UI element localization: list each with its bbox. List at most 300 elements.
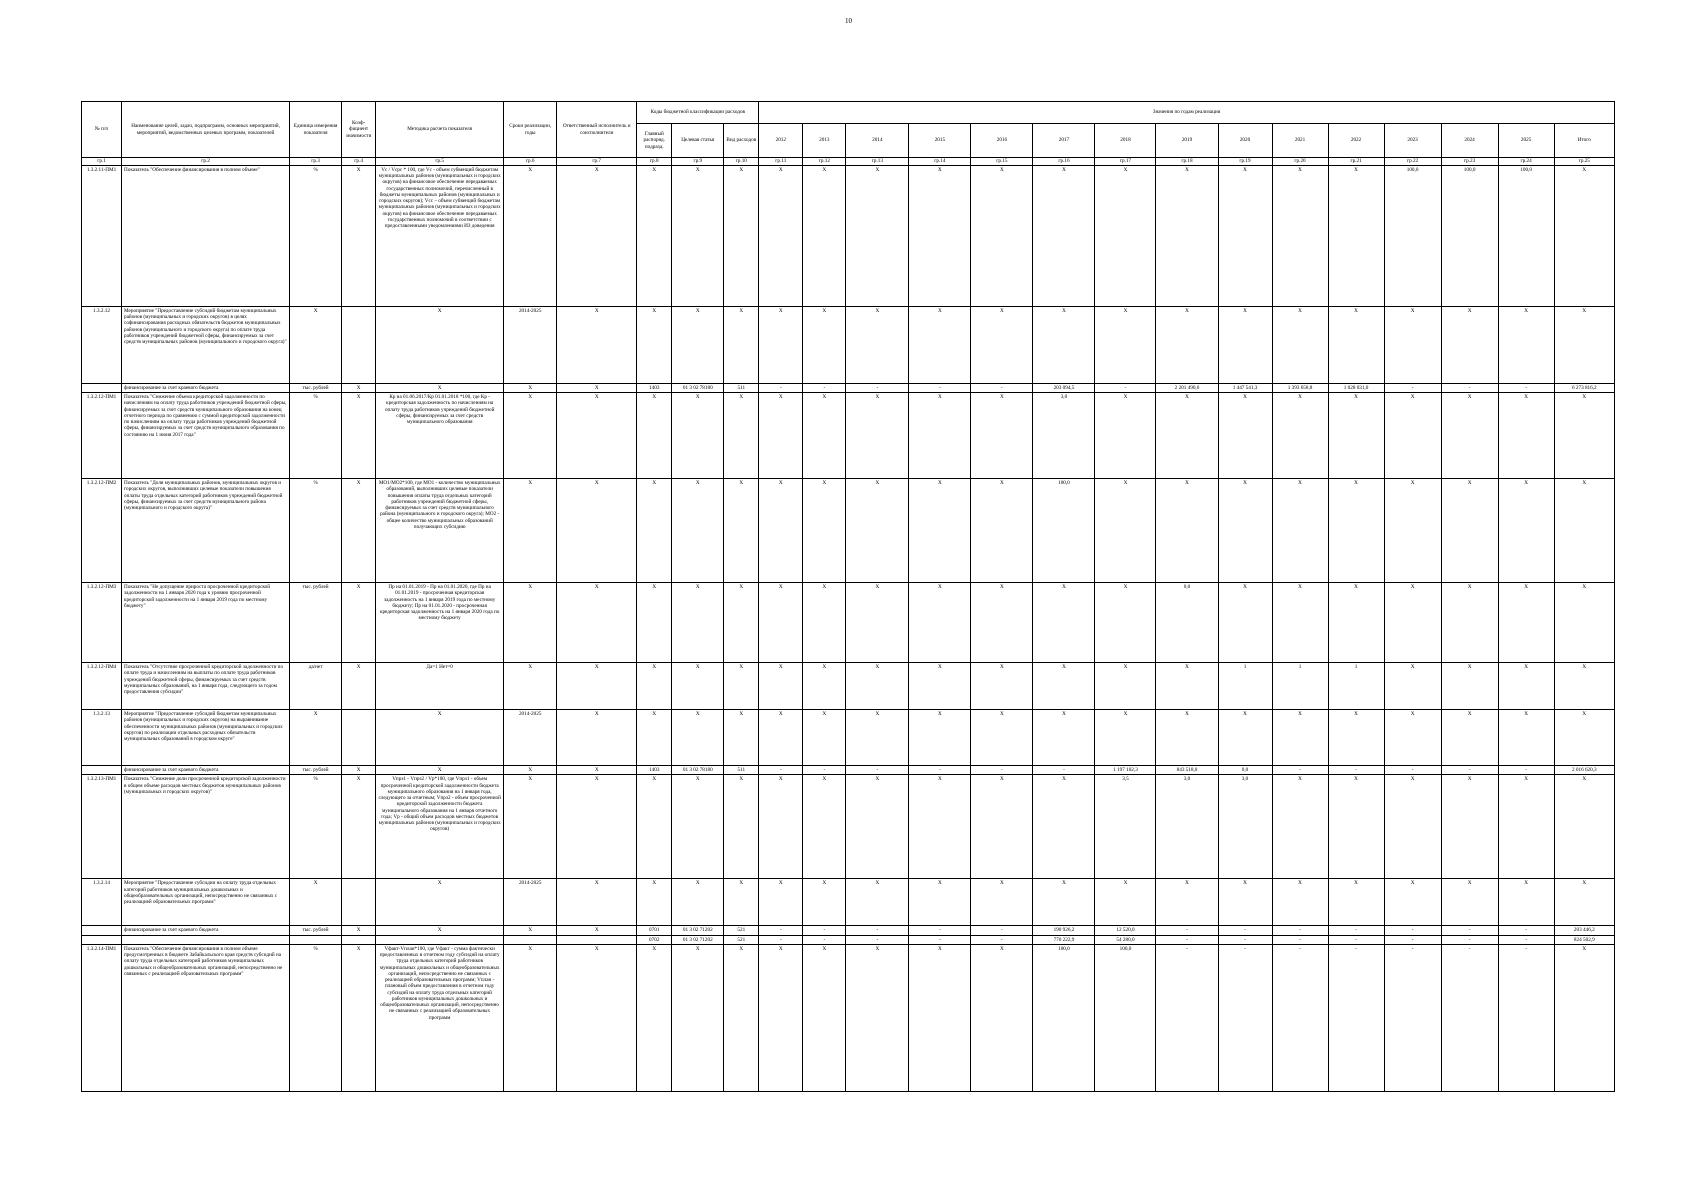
table-cell xyxy=(342,879,376,926)
column-number: гр.18 xyxy=(1156,158,1218,166)
header-num: № п/п xyxy=(82,102,122,158)
table-cell: X xyxy=(557,307,637,384)
row-name-cell xyxy=(122,935,290,944)
table-cell: X xyxy=(724,393,759,479)
table-cell: - xyxy=(971,766,1033,775)
table-cell: X xyxy=(1218,479,1272,583)
table-cell: X xyxy=(637,775,672,879)
table-cell: X xyxy=(1554,663,1614,710)
table-cell: X xyxy=(909,166,971,307)
table-cell: 12 520,0 xyxy=(1095,926,1156,935)
table-cell: X xyxy=(1033,663,1095,710)
table-cell: X xyxy=(504,166,557,307)
table-cell: X xyxy=(1033,710,1095,766)
table-cell: X xyxy=(504,384,557,393)
header-year: 2014 xyxy=(846,124,909,158)
table-cell: X xyxy=(759,393,803,479)
table-cell: X xyxy=(637,307,672,384)
table-cell: X xyxy=(672,393,724,479)
table-cell: X xyxy=(1384,479,1441,583)
table-cell: X xyxy=(1156,663,1218,710)
table-cell: X xyxy=(846,775,909,879)
table-cell: X xyxy=(759,307,803,384)
table-cell: X xyxy=(342,384,376,393)
row-number-cell: 1.3.2.11-ПМ1 xyxy=(82,166,122,307)
table-cell: 0701 xyxy=(637,926,672,935)
column-number: гр.17 xyxy=(1095,158,1156,166)
table-cell: 0,0 xyxy=(1156,583,1218,663)
table-cell: 0,0 xyxy=(1218,766,1272,775)
header-year: 2015 xyxy=(909,124,971,158)
table-cell: - xyxy=(803,384,846,393)
table-cell: X xyxy=(1554,775,1614,879)
row-name-cell: Показатель "Не допущение прироста просроченной кредиторской задолженности на 1 января 2020 года к уровню просроченной кредиторской задолженности на 1 января 2019 года по местному бюджету" xyxy=(122,583,290,663)
table-cell: - xyxy=(1328,926,1384,935)
table-cell: X xyxy=(759,944,803,1091)
row-number-cell xyxy=(82,384,122,393)
table-cell: X xyxy=(971,710,1033,766)
table-cell: X xyxy=(1328,479,1384,583)
table-cell: X xyxy=(1498,583,1554,663)
table-cell: - xyxy=(1272,926,1328,935)
row-number-cell: 1.3.2.12-ПМ4 xyxy=(82,663,122,710)
table-cell: 100,0 xyxy=(1095,944,1156,1091)
table-cell: X xyxy=(1095,663,1156,710)
row-number-cell xyxy=(82,926,122,935)
table-cell: X xyxy=(1384,393,1441,479)
table-cell: - xyxy=(1384,935,1441,944)
table-cell: тыс. рублей xyxy=(290,926,342,935)
table-cell: X xyxy=(803,479,846,583)
table-cell: X xyxy=(909,944,971,1091)
table-cell: X xyxy=(1441,775,1498,879)
table-cell xyxy=(290,935,342,944)
column-number: гр.6 xyxy=(504,158,557,166)
table-row xyxy=(82,479,1615,583)
column-number-row xyxy=(82,158,1615,166)
table-cell: Vпрз1 - Vпрз2 / Vр*100, где Vпрз1 - объем просроченной кредиторской задолженности бюджета муниципального образования на 1 января года, следующего за отчетным; Vпрз2 - объем просроченной кредиторской задолженности бюджета муниципального образования на 1 января отчетного года; Vр - общий объем расходов местных бюджетов муниципальных районов (муниципальных и городских округов) xyxy=(376,775,504,879)
table-cell: X xyxy=(759,775,803,879)
table-cell: X xyxy=(1498,879,1554,926)
table-cell: X xyxy=(1156,479,1218,583)
table-cell: - xyxy=(971,384,1033,393)
table-cell: X xyxy=(1218,166,1272,307)
table-cell: 01 3 02 78180 xyxy=(672,384,724,393)
table-cell: X xyxy=(846,663,909,710)
table-cell: X xyxy=(376,766,504,775)
table-cell: 2 201 490,6 xyxy=(1156,384,1218,393)
table-cell: X xyxy=(1554,479,1614,583)
table-cell: % xyxy=(290,479,342,583)
table-cell: X xyxy=(803,663,846,710)
table-cell: X xyxy=(846,166,909,307)
table-cell: - xyxy=(1218,926,1272,935)
table-cell: % xyxy=(290,393,342,479)
table-cell: X xyxy=(724,663,759,710)
table-cell: X xyxy=(1156,393,1218,479)
table-cell: да/нет xyxy=(290,663,342,710)
table-cell: X xyxy=(637,479,672,583)
header-year: 2021 xyxy=(1272,124,1328,158)
table-cell: 100,0 xyxy=(1384,166,1441,307)
table-cell: X xyxy=(1156,879,1218,926)
table-cell: X xyxy=(971,583,1033,663)
table-cell: X xyxy=(672,944,724,1091)
table-row xyxy=(82,775,1615,879)
table-cell: X xyxy=(1218,879,1272,926)
table-row xyxy=(82,879,1615,926)
table-cell: 1403 xyxy=(637,384,672,393)
column-number: гр.2 xyxy=(122,158,290,166)
table-cell: 843 518,0 xyxy=(1156,766,1218,775)
table-cell xyxy=(504,935,557,944)
page-number: 10 xyxy=(845,17,852,25)
table-cell: X xyxy=(672,879,724,926)
table-cell: X xyxy=(376,384,504,393)
table-cell: % xyxy=(290,166,342,307)
table-cell: X xyxy=(1272,479,1328,583)
table-cell xyxy=(376,935,504,944)
table-cell: X xyxy=(1384,710,1441,766)
table-cell: X xyxy=(342,393,376,479)
table-cell: X xyxy=(803,393,846,479)
table-cell: 1403 xyxy=(637,766,672,775)
table-cell: Vфакт-Vплан*100, где Vфакт - сумма фактически предоставленных в отчетном году субсидий на оплату труда отдельных категорий работников муниципальных дошкольных и общеобразовательных организаций, непосредственно не связанных с реализацией образовательных программ; Vплан - плановый объем предоставления в отчетном году субсидий на оплату труда отдельных категорий работников муниципальных дошкольных и общеобразовательных организаций, непосредственно не связанных с реализацией образовательных программ xyxy=(376,944,504,1091)
table-cell: X xyxy=(290,879,342,926)
table-cell: X xyxy=(1328,307,1384,384)
table-cell: - xyxy=(1384,926,1441,935)
table-cell: 3,5 xyxy=(1095,775,1156,879)
table-row xyxy=(82,393,1615,479)
table-cell: 0702 xyxy=(637,935,672,944)
row-name-cell: финансирование за счет краевого бюджета xyxy=(122,926,290,935)
table-cell: X xyxy=(504,926,557,935)
table-cell: - xyxy=(1384,384,1441,393)
table-cell: X xyxy=(1272,583,1328,663)
table-cell: X xyxy=(1095,393,1156,479)
table-cell: X xyxy=(1095,583,1156,663)
table-cell: X xyxy=(376,307,504,384)
table-cell: X xyxy=(971,393,1033,479)
table-cell: X xyxy=(1328,166,1384,307)
table-cell: X xyxy=(1498,393,1554,479)
table-row xyxy=(82,583,1615,663)
column-number: гр.16 xyxy=(1033,158,1095,166)
row-number-cell: 1.3.2.12-ПМ1 xyxy=(82,393,122,479)
table-cell: X xyxy=(1218,583,1272,663)
table-cell: 54 280,0 xyxy=(1095,935,1156,944)
header-year: 2016 xyxy=(971,124,1033,158)
column-number: гр.7 xyxy=(557,158,637,166)
table-cell: - xyxy=(971,935,1033,944)
table-cell: X xyxy=(971,479,1033,583)
table-cell: X xyxy=(1441,663,1498,710)
row-number-cell: 1.3.2.13-ПМ1 xyxy=(82,775,122,879)
table-cell: 100,0 xyxy=(1498,166,1554,307)
table-cell: X xyxy=(557,775,637,879)
table-cell: X xyxy=(1033,879,1095,926)
table-cell: - xyxy=(846,926,909,935)
table-cell: X xyxy=(557,879,637,926)
table-cell: 521 xyxy=(724,926,759,935)
table-cell: X xyxy=(504,766,557,775)
table-cell: X xyxy=(342,926,376,935)
table-cell: X xyxy=(557,926,637,935)
table-cell: X xyxy=(1498,307,1554,384)
table-cell: X xyxy=(759,879,803,926)
table-cell: - xyxy=(1498,944,1554,1091)
row-name-cell: финансирование за счет краевого бюджета xyxy=(122,384,290,393)
table-cell: X xyxy=(1328,710,1384,766)
table-cell: X xyxy=(1384,775,1441,879)
table-cell: X xyxy=(1441,393,1498,479)
header-year: 2019 xyxy=(1156,124,1218,158)
table-cell: X xyxy=(724,479,759,583)
table-cell: X xyxy=(637,583,672,663)
header-name: Наименование целей, задач, подпрограмм, основных мероприятий, мероприятий, ведомственных целевых программ, показателей xyxy=(122,102,290,158)
table-cell: X xyxy=(1218,307,1272,384)
table-cell: X xyxy=(1384,879,1441,926)
header-kbk: Коды бюджетной классификации расходов xyxy=(637,102,759,124)
table-cell: 521 xyxy=(724,935,759,944)
table-cell: X xyxy=(909,879,971,926)
table-cell: Vc / Vсрс * 100, где Vc - объем субвенций бюджетам муниципальных районов (муниципальных и городских округов) на финансовое обеспечение передаваемых государственных полномочий, перечисленный в бюджеты муниципальных районов (муниципальных и городских округов); Vсс – объем субвенций бюджетам муниципальных районов (муниципальных и городских округов) на финансовое обеспечение передаваемых государственных полномочий в соответствии с предоставленными уведомлениями ИЗ доведения xyxy=(376,166,504,307)
table-cell: X xyxy=(504,583,557,663)
table-cell: X xyxy=(1554,166,1614,307)
table-cell: - xyxy=(1272,944,1328,1091)
table-cell: X xyxy=(1441,710,1498,766)
column-number: гр.19 xyxy=(1218,158,1272,166)
table-cell: X xyxy=(1441,307,1498,384)
table-cell: X xyxy=(724,583,759,663)
table-cell: X xyxy=(1095,479,1156,583)
table-cell: % xyxy=(290,944,342,1091)
table-cell: - xyxy=(1328,944,1384,1091)
table-cell: X xyxy=(803,879,846,926)
table-cell xyxy=(557,935,637,944)
column-number: гр.1 xyxy=(82,158,122,166)
column-number: гр.24 xyxy=(1498,158,1554,166)
table-cell: X xyxy=(342,775,376,879)
table-cell: тыс. рублей xyxy=(290,583,342,663)
table-cell: тыс. рублей xyxy=(290,766,342,775)
header-kbk-type: Вид расходов xyxy=(724,124,759,158)
table-cell: X xyxy=(1218,393,1272,479)
table-cell: X xyxy=(1156,166,1218,307)
table-row xyxy=(82,935,1615,944)
header-kbk-target: Целевая статья xyxy=(672,124,724,158)
table-cell: X xyxy=(971,166,1033,307)
table-cell: X xyxy=(557,384,637,393)
table-cell: X xyxy=(376,926,504,935)
column-number: гр.5 xyxy=(376,158,504,166)
row-number-cell: 1.3.2.13 xyxy=(82,710,122,766)
table-row xyxy=(82,944,1615,1091)
table-cell: X xyxy=(759,166,803,307)
table-cell: X xyxy=(1554,393,1614,479)
column-number: гр.15 xyxy=(971,158,1033,166)
table-cell: 01 3 02 78180 xyxy=(672,766,724,775)
table-cell: 2014-2025 xyxy=(504,710,557,766)
row-number-cell xyxy=(82,766,122,775)
table-cell: X xyxy=(672,166,724,307)
table-cell: X xyxy=(909,393,971,479)
table-cell: 1 028 031,0 xyxy=(1328,384,1384,393)
table-cell: X xyxy=(504,663,557,710)
table-cell: X xyxy=(1272,710,1328,766)
table-cell: - xyxy=(1498,926,1554,935)
column-number: гр.20 xyxy=(1272,158,1328,166)
table-cell: X xyxy=(759,479,803,583)
column-number: гр.4 xyxy=(342,158,376,166)
table-cell: - xyxy=(803,766,846,775)
table-cell: X xyxy=(724,166,759,307)
table-row xyxy=(82,384,1615,393)
table-cell: - xyxy=(1156,926,1218,935)
header-year: 2025 xyxy=(1498,124,1554,158)
table-cell: 3,0 xyxy=(1218,775,1272,879)
table-cell: 01 3 02 71202 xyxy=(672,935,724,944)
table-cell: X xyxy=(1272,307,1328,384)
table-cell: - xyxy=(803,935,846,944)
program-table xyxy=(81,101,1615,1092)
column-number: гр.12 xyxy=(803,158,846,166)
table-cell: X xyxy=(971,775,1033,879)
table-cell: X xyxy=(557,944,637,1091)
table-cell: X xyxy=(759,710,803,766)
table-cell: - xyxy=(909,766,971,775)
column-number: гр.9 xyxy=(672,158,724,166)
table-cell: X xyxy=(1033,166,1095,307)
table-cell: X xyxy=(971,944,1033,1091)
table-cell: X xyxy=(909,710,971,766)
header-year: 2020 xyxy=(1218,124,1272,158)
table-cell: X xyxy=(1328,775,1384,879)
table-cell: X xyxy=(672,710,724,766)
table-cell: - xyxy=(1441,926,1498,935)
table-cell: - xyxy=(909,926,971,935)
column-number: гр.13 xyxy=(846,158,909,166)
table-cell: - xyxy=(1384,944,1441,1091)
table-cell: X xyxy=(1384,583,1441,663)
table-cell: - xyxy=(1033,766,1095,775)
column-number: гр.14 xyxy=(909,158,971,166)
table-cell: X xyxy=(1095,879,1156,926)
table-cell: X xyxy=(290,710,342,766)
table-cell: X xyxy=(909,583,971,663)
table-cell: - xyxy=(909,384,971,393)
table-cell: X xyxy=(971,879,1033,926)
table-cell: 100,0 xyxy=(1441,166,1498,307)
table-cell: 1 197 102,3 xyxy=(1095,766,1156,775)
table-cell: - xyxy=(1498,935,1554,944)
table-cell: X xyxy=(1554,583,1614,663)
table-cell: X xyxy=(376,879,504,926)
table-cell: X xyxy=(1033,583,1095,663)
table-cell: X xyxy=(759,583,803,663)
table-cell: 203 094,5 xyxy=(1033,384,1095,393)
column-number: гр.3 xyxy=(290,158,342,166)
table-cell: X xyxy=(846,710,909,766)
table-cell: 511 xyxy=(724,766,759,775)
table-cell: X xyxy=(342,583,376,663)
table-cell: X xyxy=(1095,710,1156,766)
table-cell: Да=1 Нет=0 xyxy=(376,663,504,710)
table-cell: X xyxy=(1498,663,1554,710)
table-cell: X xyxy=(1384,307,1441,384)
table-cell: % xyxy=(290,775,342,879)
table-cell: X xyxy=(637,393,672,479)
table-cell: 3,0 xyxy=(1156,775,1218,879)
table-cell: X xyxy=(1156,710,1218,766)
table-cell: - xyxy=(1272,935,1328,944)
column-number: гр.25 xyxy=(1554,158,1614,166)
table-cell: X xyxy=(557,583,637,663)
table-cell: - xyxy=(971,926,1033,935)
row-name-cell: Показатель "Доля муниципальных районов, муниципальных округов и городских округов, выполнивших целевые показатели повышения оплаты труда отдельных категорий работников учреждений бюджетной сферы, финансируемых за счет средств муниципального района (муниципального и городского округа)" xyxy=(122,479,290,583)
table-cell: X xyxy=(1441,879,1498,926)
header-kbk-main: Главный распоряд. подразд. xyxy=(637,124,672,158)
table-cell: - xyxy=(1441,766,1498,775)
row-name-cell: Показатель "Обеспечение финансирования в полном объеме" xyxy=(122,166,290,307)
table-cell: X xyxy=(637,663,672,710)
table-cell: X xyxy=(846,479,909,583)
header-year: 2023 xyxy=(1384,124,1441,158)
row-number-cell: 1.3.2.12 xyxy=(82,307,122,384)
table-cell: X xyxy=(846,879,909,926)
table-cell: X xyxy=(724,944,759,1091)
table-cell: X xyxy=(557,393,637,479)
table-cell: X xyxy=(1328,583,1384,663)
table-cell: 1 xyxy=(1218,663,1272,710)
table-cell: X xyxy=(971,663,1033,710)
table-cell: МО1/МО2*100, где МО1 - количество муниципальных образований, выполнивших целевые показатели повышения оплаты труда отдельных категорий работников учреждений бюджетной сферы, финансируемых за счет средств муниципального района (муниципального и городского округа); МО2 - общее количество муниципальных образований получающих субсидию xyxy=(376,479,504,583)
table-cell: 2 016 620,3 xyxy=(1554,766,1614,775)
table-cell: X xyxy=(672,583,724,663)
table-cell: X xyxy=(672,307,724,384)
table-cell: 1 447 541,3 xyxy=(1218,384,1272,393)
table-cell: тыс. рублей xyxy=(290,384,342,393)
table-cell: Кр на 01.06.2017/Кр 01.01.2018 *100, где Кр - кредиторская задолженность по начислениям на оплату труда работников учреждений бюджетной сферы, финансируемых за счет средств муниципального образования xyxy=(376,393,504,479)
table-cell: X xyxy=(342,944,376,1091)
table-cell: X xyxy=(342,766,376,775)
table-cell: X xyxy=(504,944,557,1091)
table-cell: 1 xyxy=(1328,663,1384,710)
row-number-cell: 1.3.2.12-ПМ2 xyxy=(82,479,122,583)
table-cell: X xyxy=(342,479,376,583)
table-cell: X xyxy=(759,663,803,710)
table-cell: X xyxy=(557,766,637,775)
table-cell: X xyxy=(803,944,846,1091)
table-cell: X xyxy=(1328,879,1384,926)
table-cell: - xyxy=(846,935,909,944)
table-cell: - xyxy=(1441,944,1498,1091)
table-cell: X xyxy=(1384,663,1441,710)
table-cell: - xyxy=(846,766,909,775)
table-cell: X xyxy=(637,166,672,307)
table-cell: X xyxy=(290,307,342,384)
table-cell: 511 xyxy=(724,384,759,393)
table-cell xyxy=(342,935,376,944)
table-cell: Пр на 01.01.2019 - Пр на 01.01.2020, где Пр на 01.01.2019 - просроченная кредиторская задолженность на 1 января 2019 года по местному бюджету; Пр на 01.01.2020 - просроченная кредиторская задолженность на 1 января 2020 года по местному бюджету xyxy=(376,583,504,663)
table-cell: X xyxy=(1156,307,1218,384)
table-cell: X xyxy=(909,307,971,384)
row-name-cell: Показатель "Снижение объема кредиторской задолженности по начислениям на оплату труда работников учреждений бюджетной сферы, финансируемых за счет средств муниципального образования на конец отчетного периода по сравнению с суммой кредиторской задолженности по начислениям на оплату труда работников учреждений бюджетной сферы, финансируемых за счет средств муниципального образования по состоянию на 1 июня 2017 года" xyxy=(122,393,290,479)
table-cell: X xyxy=(1441,583,1498,663)
table-cell: X xyxy=(1328,393,1384,479)
table-cell: X xyxy=(724,775,759,879)
table-cell: X xyxy=(672,479,724,583)
